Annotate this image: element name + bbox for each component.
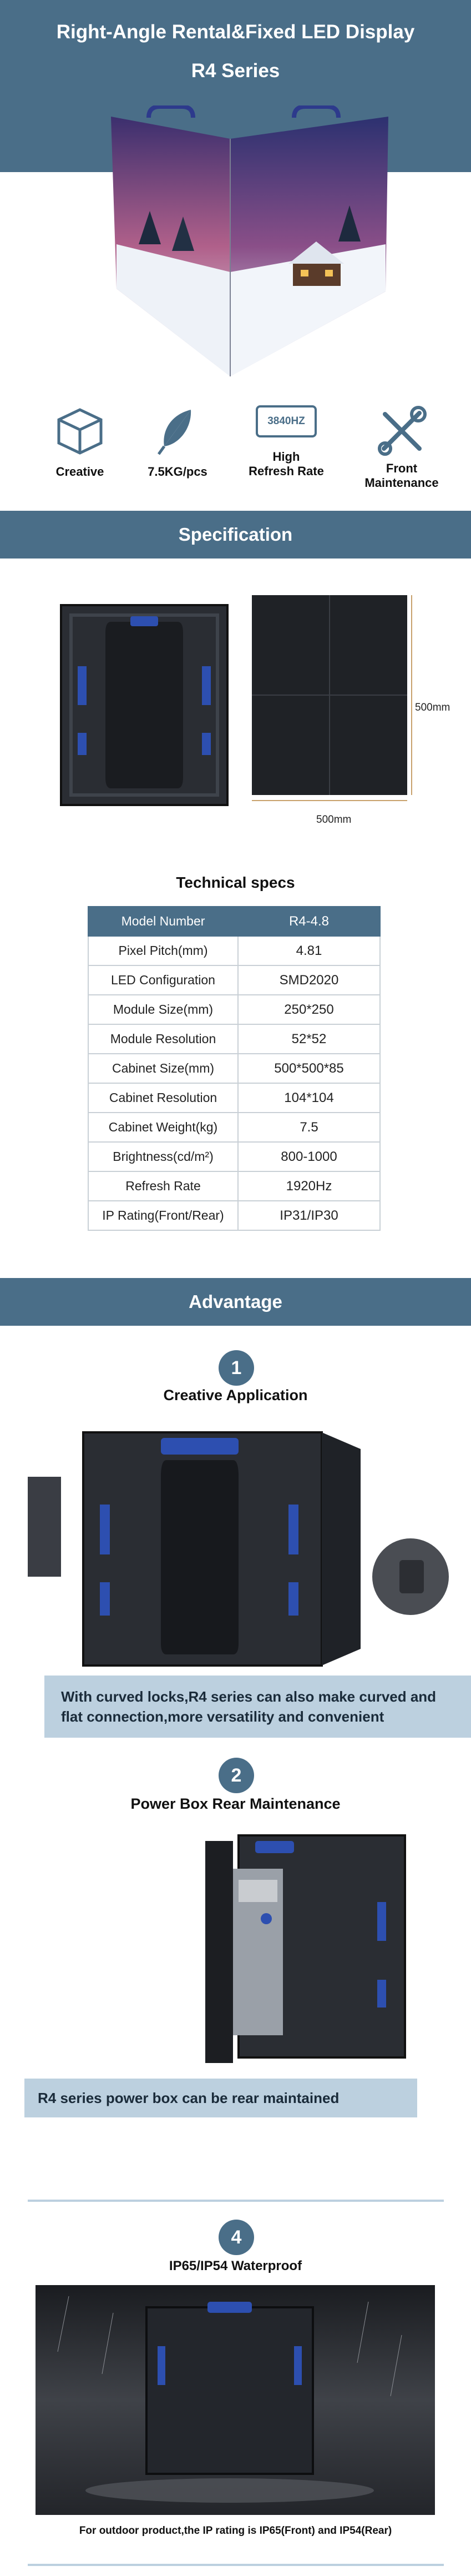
divider — [28, 2200, 444, 2202]
feature-label: Creative — [55, 465, 104, 479]
table-cell-value: SMD2020 — [238, 965, 380, 995]
table-row — [88, 1171, 380, 1201]
table-cell-value: 7.5 — [238, 1113, 380, 1142]
module-front-image — [250, 593, 416, 805]
cabinet-back-image — [55, 600, 233, 811]
refresh-rate-icon: 3840HZ — [256, 405, 317, 437]
advantage-number-badge: 4 — [219, 2220, 254, 2255]
advantage-caption: R4 series power box can be rear maintained — [24, 2079, 417, 2117]
divider — [28, 2564, 444, 2566]
table-cell-value: 1920Hz — [238, 1171, 380, 1201]
table-row — [88, 1083, 380, 1113]
table-row — [88, 1113, 380, 1142]
feature-label-line1: Front — [386, 461, 418, 475]
spec-table — [88, 906, 381, 1231]
advantage-caption: For outdoor product,the IP rating is IP65(Front) and IP54(Rear) — [79, 2525, 392, 2537]
table-cell-key: IP Rating(Front/Rear) — [88, 1201, 238, 1230]
advantage-title: IP65/IP54 Waterproof — [169, 2258, 302, 2273]
feature-front-maintenance — [352, 405, 452, 490]
led-cube-image — [105, 105, 394, 378]
table-row — [88, 1024, 380, 1054]
handle-left-icon — [149, 107, 193, 118]
handle-icon — [255, 1841, 294, 1853]
table-cell-value: 104*104 — [238, 1083, 380, 1113]
dimension-width-label: 500mm — [316, 814, 352, 826]
table-cell-key: Module Resolution — [88, 1024, 238, 1054]
table-row — [88, 1201, 380, 1230]
table-cell-value: 250*250 — [238, 995, 380, 1024]
dimension-height-label: 500mm — [415, 702, 450, 713]
table-row — [88, 965, 380, 995]
table-cell-value: 4.81 — [238, 936, 380, 965]
feature-creative — [30, 405, 130, 479]
table-cell-key: Brightness(cd/m²) — [88, 1142, 238, 1171]
advantage-title: Creative Application — [163, 1387, 308, 1403]
advantage-number-badge: 1 — [219, 1350, 254, 1386]
wrench-screwdriver-icon — [376, 405, 427, 456]
handle-right-icon — [294, 107, 338, 118]
handle-icon — [207, 2302, 252, 2313]
technical-specs-title: Technical specs — [176, 874, 295, 891]
advantage-number-badge: 2 — [219, 1758, 254, 1793]
table-row — [88, 1142, 380, 1171]
curved-connection-image — [28, 1427, 449, 1671]
table-row — [88, 936, 380, 965]
table-cell-key: Cabinet Size(mm) — [88, 1054, 238, 1083]
table-cell-value: 800-1000 — [238, 1142, 380, 1171]
handle-icon — [161, 1438, 239, 1455]
handle-icon — [130, 616, 158, 626]
table-row — [88, 1054, 380, 1083]
power-box-image — [194, 1824, 416, 2069]
table-cell-key: Refresh Rate — [88, 1171, 238, 1201]
table-cell-key: Module Size(mm) — [88, 995, 238, 1024]
table-cell-value: 500*500*85 — [238, 1054, 380, 1083]
feature-refresh-rate — [236, 405, 336, 479]
table-cell-value: 52*52 — [238, 1024, 380, 1054]
cube-icon — [54, 405, 105, 456]
feature-label-line2: Refresh Rate — [249, 464, 324, 478]
specification-band: Specification — [0, 511, 471, 559]
table-header-cell: Model Number — [88, 907, 238, 936]
table-cell-key: Pixel Pitch(mm) — [88, 936, 238, 965]
advantage-band: Advantage — [0, 1278, 471, 1326]
feature-label: 7.5KG/pcs — [148, 465, 207, 479]
table-header-row — [88, 907, 380, 936]
table-row — [88, 995, 380, 1024]
hero-title: Right-Angle Rental&Fixed LED Display — [56, 21, 415, 43]
waterproof-image — [36, 2285, 435, 2515]
advantage-caption: With curved locks,R4 series can also make curved and flat connection,more versatility and convenient — [44, 1676, 471, 1738]
feature-label-line2: Maintenance — [364, 476, 439, 490]
feature-label-line1: High — [272, 450, 300, 464]
table-cell-key: LED Configuration — [88, 965, 238, 995]
table-cell-value: IP31/IP30 — [238, 1201, 380, 1230]
feature-weight — [128, 405, 227, 479]
hero-subtitle: R4 Series — [191, 60, 280, 82]
table-header-cell: R4-4.8 — [238, 907, 380, 936]
table-cell-key: Cabinet Resolution — [88, 1083, 238, 1113]
feather-icon — [152, 405, 203, 456]
advantage-title: Power Box Rear Maintenance — [130, 1795, 341, 1812]
table-cell-key: Cabinet Weight(kg) — [88, 1113, 238, 1142]
